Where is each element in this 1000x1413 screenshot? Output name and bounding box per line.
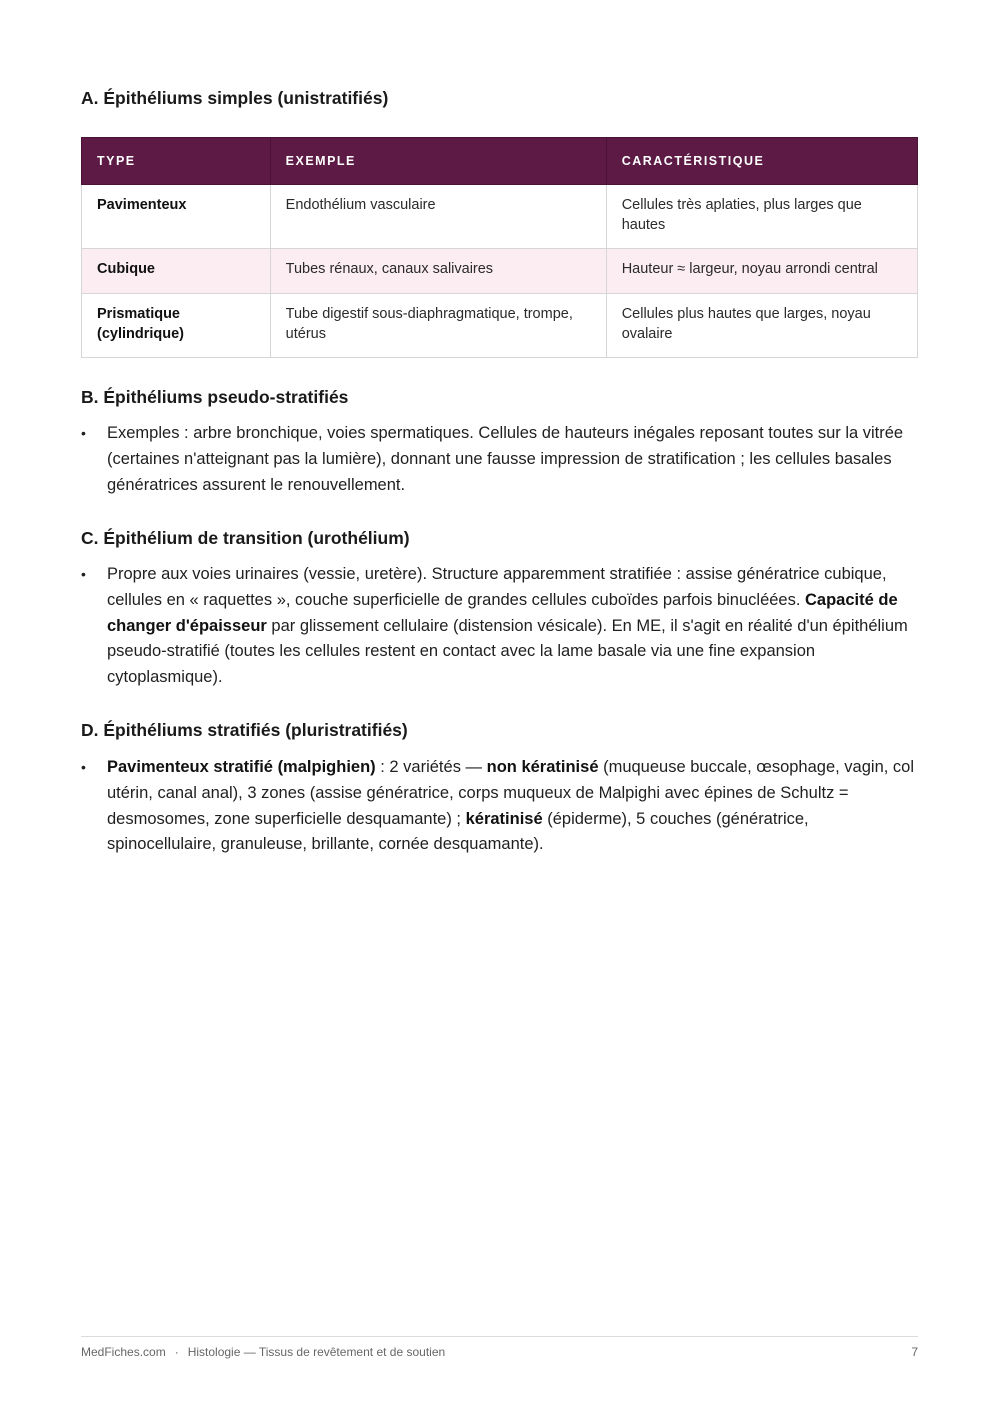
footer-site: MedFiches.com [81, 1345, 166, 1359]
list-item [81, 421, 918, 498]
section-b-list [81, 421, 918, 498]
list-item-emphasis: Pavimenteux stratifié (malpighien) [107, 758, 376, 776]
list-item [81, 755, 918, 858]
list-item-emphasis: kératinisé [465, 809, 543, 828]
page-number: 7 [911, 1345, 918, 1359]
page-footer [81, 1336, 918, 1359]
table-row [82, 294, 918, 358]
section-d-heading: D. Épithéliums stratifiés (pluristratifiés) [81, 720, 408, 740]
list-item-text: Propre aux voies urinaires (vessie, uretère). Structure apparemment stratifiée : assise génératrice cubique, cellules en « raquettes », couche superficielle de grandes cellules cuboïdes parfois binucléées. [107, 565, 887, 609]
cell-type: Pavimenteux [82, 185, 271, 249]
cell-exemple: Tube digestif sous-diaphragmatique, trompe, utérus [270, 294, 606, 358]
cell-type: Cubique [82, 249, 271, 294]
bullet-icon: • [81, 759, 86, 775]
list-item-emphasis: non kératinisé [486, 758, 599, 776]
cell-caracteristique: Cellules plus hautes que larges, noyau ovalaire [606, 294, 917, 358]
bullet-icon: • [81, 425, 86, 441]
footer-separator: · [174, 1345, 179, 1359]
footer-document-title: Histologie — Tissus de revêtement et de soutien [187, 1345, 446, 1359]
column-header-type: TYPE [82, 138, 271, 185]
list-item-text: (épiderme), 5 couches (génératrice, spinocellulaire, granuleuse, brillante, cornée desquamante). [107, 809, 809, 854]
section-b-heading: B. Épithéliums pseudo-stratifiés [81, 387, 349, 407]
table-header-row [82, 138, 918, 185]
table-row [82, 249, 918, 294]
list-item-text: Exemples : arbre bronchique, voies spermatiques. Cellules de hauteurs inégales reposant toutes sur la vitrée (certaines n'atteignant pas la lumière), donnant une fausse impression de stratification ; les cellules basales génératrices assurent le renouvellement. [107, 424, 904, 494]
footer-left [81, 1345, 445, 1359]
bullet-icon: • [81, 566, 86, 582]
section-c-heading: C. Épithélium de transition (urothélium) [81, 528, 410, 548]
epithelium-table [81, 137, 918, 358]
section-d-list [81, 755, 918, 858]
list-item-text: (muqueuse buccale, œsophage, vagin, col utérin, canal anal), 3 zones (assise génératrice, corps muqueux de Malpighi avec épines de Schultz = desmosomes, zone superficielle desquamante) ; [107, 758, 915, 828]
cell-caracteristique: Hauteur ≈ largeur, noyau arrondi central [606, 249, 917, 294]
list-item-emphasis: Capacité de changer d'épaisseur [107, 590, 898, 635]
column-header-exemple: EXEMPLE [270, 138, 606, 185]
section-c-list [81, 562, 918, 691]
table-row [82, 185, 918, 249]
cell-type: Prismatique (cylindrique) [82, 294, 271, 358]
list-item [81, 562, 918, 691]
cell-caracteristique: Cellules très aplaties, plus larges que hautes [606, 185, 917, 249]
cell-exemple: Endothélium vasculaire [270, 185, 606, 249]
list-item-text: par glissement cellulaire (distension vésicale). En ME, il s'agit en réalité d'un épithélium pseudo-stratifié (toutes les cellules restent en contact avec la lame basale via une fine expansion cytoplasmique). [107, 616, 908, 687]
cell-exemple: Tubes rénaux, canaux salivaires [270, 249, 606, 294]
section-a-heading: A. Épithéliums simples (unistratifiés) [81, 88, 389, 108]
column-header-caracteristique: CARACTÉRISTIQUE [606, 138, 917, 185]
list-item-text: : 2 variétés — [375, 758, 487, 776]
